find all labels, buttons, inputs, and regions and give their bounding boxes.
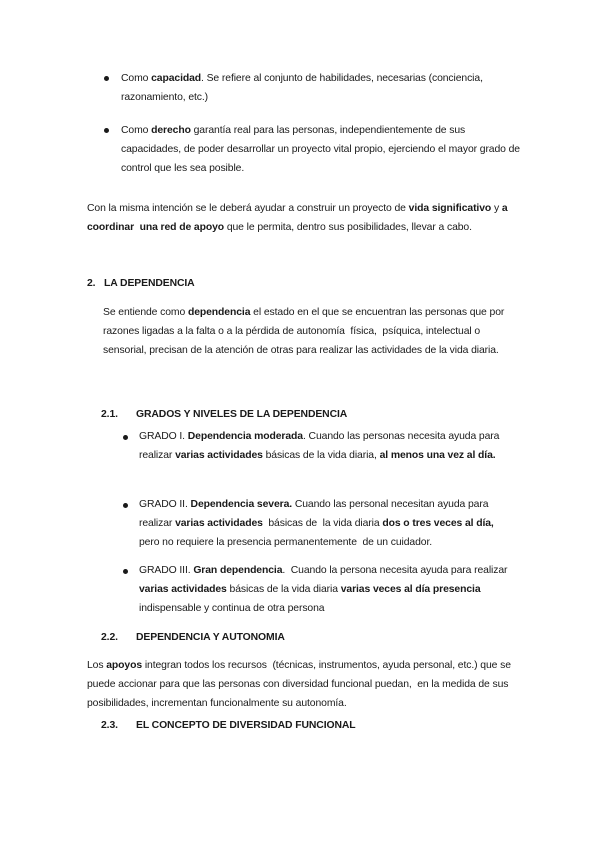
bold-run: Gran dependencia [193, 565, 283, 576]
bullet-dot [123, 569, 128, 574]
bullet-capacidad [121, 69, 516, 107]
section-number: 2. [87, 278, 96, 289]
bullet-dot [104, 128, 109, 133]
bold-run: dos o tres veces al día, [382, 518, 494, 529]
text-run: garantía real para las personas, independientemente de sus capacidades, de poder desarrollar un proyecto vital propio, ejerciendo el mayor grado de control que les sea posible. [121, 125, 523, 174]
bold-run: varias veces al día presencia [340, 584, 481, 595]
section-title: GRADOS Y NIVELES DE LA DEPENDENCIA [136, 409, 348, 420]
bullet-grado-2 [139, 495, 514, 552]
text-run: GRADO II. [139, 499, 191, 510]
text-run: Como [121, 73, 152, 84]
text-run: GRADO I. [139, 431, 188, 442]
bullet-dot [123, 503, 128, 508]
bullet-grado-3 [139, 561, 514, 618]
text-run: . Cuando las personas necesita ayuda para realizar [139, 431, 503, 461]
text-run: Se entiende como [103, 307, 188, 318]
bullet-grado-1 [139, 427, 519, 465]
paragraph-intro [87, 199, 527, 237]
bold-run: Dependencia moderada [187, 431, 303, 442]
text-run: . Cuando la persona necesita ayuda para realizar [282, 565, 511, 576]
text-run: el estado en el que se encuentran las personas que por razones ligadas a la falta o a la pérdida de autonomía física, psíquica, intelectual o sensorial, precisan de la atención de otras para realizar las actividades de la vida diaria. [103, 307, 508, 356]
section-number: 2.2. [101, 632, 118, 643]
bold-run: dependencia [187, 307, 251, 318]
section-number: 2.1. [101, 409, 118, 420]
bold-run: Dependencia severa. [190, 499, 293, 510]
section-number: 2.3. [101, 720, 118, 731]
text-run: Cuando las personal necesitan ayuda para realizar [139, 499, 492, 529]
bullet-dot [104, 76, 109, 81]
section-title: LA DEPENDENCIA [104, 278, 195, 289]
bold-run: derecho [151, 125, 191, 136]
bold-run: vida significativo [408, 203, 492, 214]
bold-run: varias actividades [175, 450, 263, 461]
text-run: GRADO III. [139, 565, 194, 576]
paragraph-apoyos [87, 656, 517, 713]
bullet-dot [123, 435, 128, 440]
text-run: básicas de la vida diaria [226, 584, 341, 595]
bullet-derecho [121, 121, 525, 178]
text-run: . Se refiere al conjunto de habilidades, necesarias (conciencia, razonamiento, etc.) [121, 73, 486, 103]
section-title: DEPENDENCIA Y AUTONOMIA [136, 632, 285, 643]
text-run: integran todos los recursos (técnicas, instrumentos, ayuda personal, etc.) que se puede accionar para que las personas con diversidad funcional puedan, en la medida de sus posibilidades, incrementan funcionalmente su autonomía. [87, 660, 514, 709]
bold-run: a coordinar una red de apoyo [87, 203, 511, 233]
text-run: Los [87, 660, 107, 671]
text-run: básicas de la vida diaria [262, 518, 383, 529]
section-title: EL CONCEPTO DE DIVERSIDAD FUNCIONAL [136, 720, 356, 731]
paragraph-dependencia [103, 303, 523, 360]
text-run: y [491, 203, 502, 214]
bold-run: capacidad [151, 73, 202, 84]
text-run: pero no requiere la presencia permanentemente de un cuidador. [139, 518, 497, 548]
bold-run: varias actividades [139, 584, 227, 595]
text-run: Con la misma intención se le deberá ayudar a construir un proyecto de [87, 203, 409, 214]
bold-run: apoyos [106, 660, 143, 671]
text-run: indispensable y continua de otra persona [139, 584, 487, 614]
text-run: Como [121, 125, 152, 136]
bold-run: varias actividades [175, 518, 263, 529]
text-run: básicas de la vida diaria, [262, 450, 380, 461]
bold-run: al menos una vez al día. [379, 450, 496, 461]
text-run: que le permita, dentro sus posibilidades, llevar a cabo. [224, 222, 472, 233]
